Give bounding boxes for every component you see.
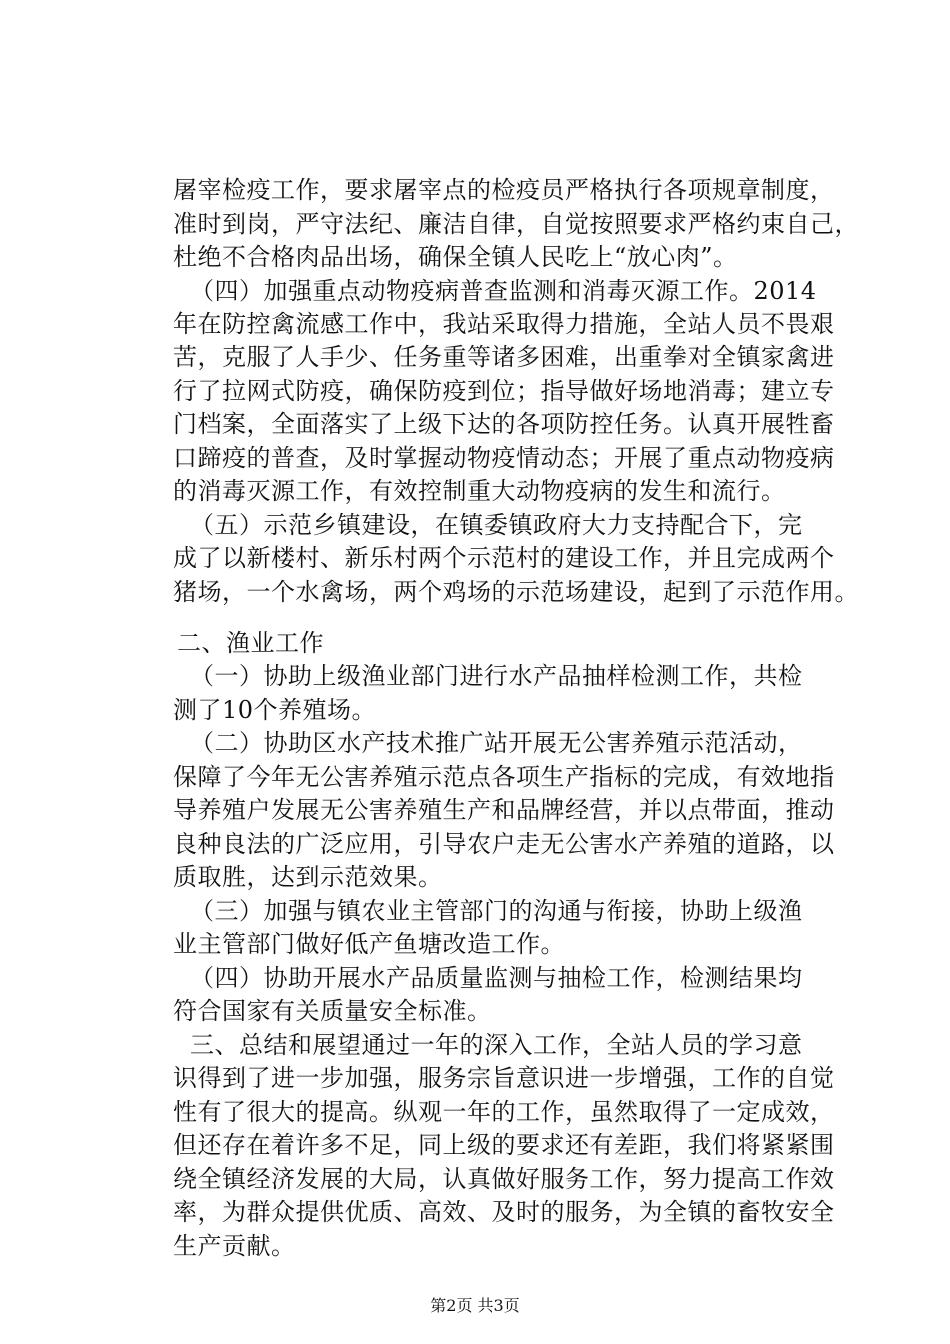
text-line: 屠宰检疫工作，要求屠宰点的检疫员严格执行各项规章制度， [173, 176, 835, 204]
text-line: 识得到了进一步加强，服务宗旨意识进一步增强，工作的自觉 [173, 1064, 835, 1092]
text-line: （一）协助上级渔业部门进行水产品抽样检测工作，共检 [190, 662, 803, 690]
section-heading: 二、渔业工作 [177, 629, 324, 657]
text-line: 杜绝不合格肉品出场，确保全镇人民吃上“放心肉”。 [173, 243, 738, 271]
text-line: 符合国家有关质量安全标准。 [173, 997, 492, 1025]
text-line: 三、总结和展望通过一年的深入工作，全站人员的学习意 [190, 1031, 803, 1059]
text-line: 质取胜，达到示范效果。 [173, 863, 443, 891]
text-line: 但还存在着许多不足，同上级的要求还有差距，我们将紧紧围 [173, 1131, 835, 1159]
text-line: （三）加强与镇农业主管部门的沟通与衔接，协助上级渔 [190, 897, 803, 925]
text-line: 业主管部门做好低产鱼塘改造工作。 [173, 930, 565, 958]
text-line: 口蹄疫的普查，及时掌握动物疫情动态；开展了重点动物疫病 [173, 444, 835, 472]
text-line: 测了10个养殖场。 [173, 696, 377, 724]
text-line: 门档案，全面落实了上级下达的各项防控任务。认真开展牲畜 [173, 410, 835, 438]
text-line: （四）协助开展水产品质量监测与抽检工作，检测结果均 [190, 964, 803, 992]
text-line: 性有了很大的提高。纵观一年的工作，虽然取得了一定成效， [173, 1098, 835, 1126]
text-line: （五）示范乡镇建设，在镇委镇政府大力支持配合下，完 [190, 511, 803, 539]
text-line: 猪场，一个水禽场，两个鸡场的示范场建设，起到了示范作用。 [173, 578, 859, 606]
text-line: 成了以新楼村、新乐村两个示范村的建设工作，并且完成两个 [173, 544, 835, 572]
text-line: 准时到岗，严守法纪、廉洁自律，自觉按照要求严格约束自己， [173, 210, 859, 238]
text-line: 导养殖户发展无公害养殖生产和品牌经营，并以点带面，推动 [173, 796, 835, 824]
text-line: 苦，克服了人手少、任务重等诸多困难，出重拳对全镇家禽进 [173, 343, 835, 371]
text-line: 率，为群众提供优质、高效、及时的服务，为全镇的畜牧安全 [173, 1198, 835, 1226]
text-line: 良种良法的广泛应用，引导农户走无公害水产养殖的道路，以 [173, 830, 835, 858]
text-line: （二）协助区水产技术推广站开展无公害养殖示范活动， [190, 729, 803, 757]
text-line: 生产贡献。 [173, 1232, 296, 1260]
text-line: （四）加强重点动物疫病普查监测和消毒灭源工作。2014 [190, 277, 817, 305]
text-line: 保障了今年无公害养殖示范点各项生产指标的完成，有效地指 [173, 763, 835, 791]
text-line: 年在防控禽流感工作中，我站采取得力措施，全站人员不畏艰 [173, 310, 835, 338]
text-line: 的消毒灭源工作，有效控制重大动物疫病的发生和流行。 [173, 477, 786, 505]
text-line: 行了拉网式防疫，确保防疫到位；指导做好场地消毒；建立专 [173, 377, 835, 405]
page-footer: 第2页 共3页 [430, 1296, 520, 1315]
text-line: 绕全镇经济发展的大局，认真做好服务工作，努力提高工作效 [173, 1165, 835, 1193]
